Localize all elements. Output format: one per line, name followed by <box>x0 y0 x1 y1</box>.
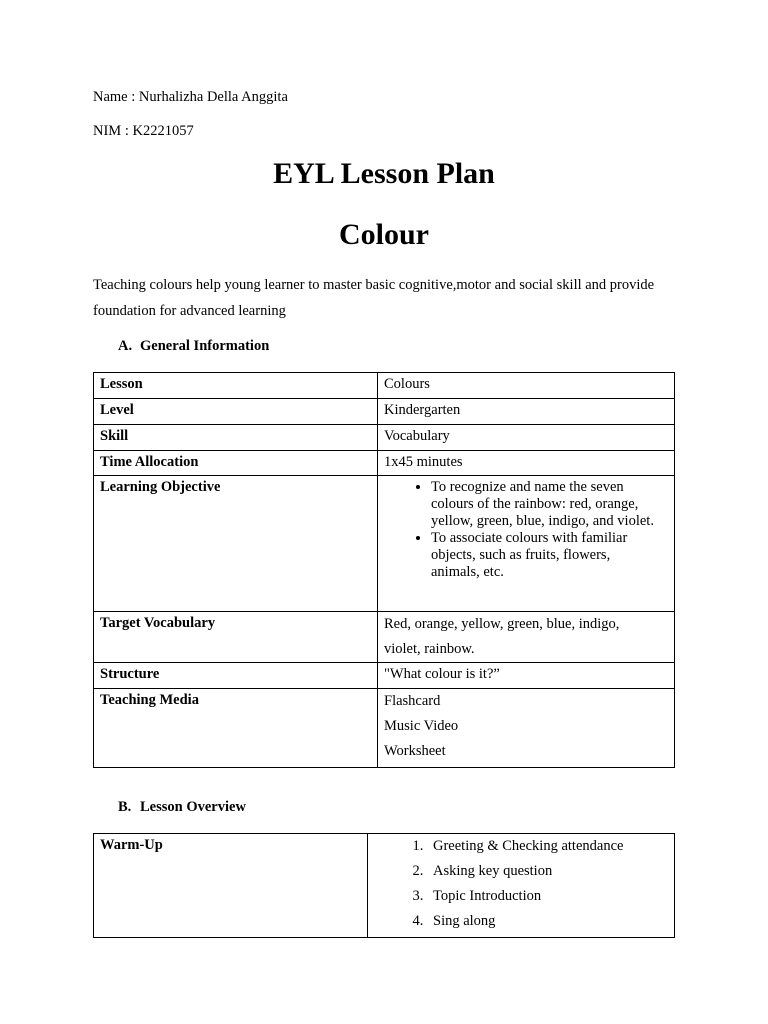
table-row <box>94 373 675 399</box>
list-item: 4. Sing along <box>427 909 668 934</box>
intro-paragraph: Teaching colours help young learner to master basic cognitive,motor and social skill and provide foundation for advanced learning <box>93 277 655 319</box>
table-row <box>94 663 675 689</box>
media-item: Music Video <box>384 718 459 734</box>
lesson-overview-table <box>93 833 675 938</box>
general-information-table <box>93 372 675 768</box>
row-label: Warm-Up <box>94 834 368 938</box>
row-label: Skill <box>94 425 378 451</box>
row-label: Teaching Media <box>94 689 378 768</box>
row-value: Colours <box>378 373 675 399</box>
table-row <box>94 476 675 612</box>
list-item: • To associate colours with familiar objects, such as fruits, flowers, animals, etc. <box>431 530 668 581</box>
row-value <box>378 612 675 663</box>
student-name: Name : Nurhalizha Della Anggita <box>93 89 288 105</box>
list-item: • To recognize and name the seven colours of the rainbow: red, orange, yellow, green, blue, indigo, and violet. <box>431 479 668 530</box>
document-title: EYL Lesson Plan <box>273 157 495 190</box>
row-value: Kindergarten <box>378 399 675 425</box>
section-a-letter: A. <box>118 338 133 354</box>
table-row <box>94 612 675 663</box>
row-label: Learning Objective <box>94 476 378 612</box>
table-row <box>94 451 675 476</box>
row-value <box>378 689 675 768</box>
section-b-letter: B. <box>118 799 132 815</box>
table-row <box>94 834 675 938</box>
row-value: Vocabulary <box>378 425 675 451</box>
list-item: 1. Greeting & Checking attendance <box>427 834 668 859</box>
section-b-heading <box>118 798 246 816</box>
row-value <box>368 834 675 938</box>
vocabulary-line: Red, orange, yellow, green, blue, indigo, <box>384 616 620 632</box>
section-a-title: General Information <box>140 338 270 354</box>
section-a-heading <box>118 337 269 355</box>
row-label: Lesson <box>94 373 378 399</box>
row-value: 1x45 minutes <box>378 451 675 476</box>
student-nim: NIM : K2221057 <box>93 123 194 139</box>
row-label: Level <box>94 399 378 425</box>
row-label: Time Allocation <box>94 451 378 476</box>
objective-list <box>384 479 668 581</box>
row-label: Structure <box>94 663 378 689</box>
media-item: Worksheet <box>384 743 446 759</box>
row-value: "What colour is it?” <box>378 663 675 689</box>
table-row <box>94 425 675 451</box>
table-row <box>94 689 675 768</box>
list-item: 2. Asking key question <box>427 859 668 884</box>
media-item: Flashcard <box>384 693 441 709</box>
row-value <box>378 476 675 612</box>
vocabulary-line: violet, rainbow. <box>384 641 475 657</box>
document-subtitle: Colour <box>339 218 429 251</box>
table-row <box>94 399 675 425</box>
row-label: Target Vocabulary <box>94 612 378 663</box>
warmup-steps <box>374 834 668 934</box>
list-item: 3. Topic Introduction <box>427 884 668 909</box>
section-b-title: Lesson Overview <box>140 799 246 815</box>
